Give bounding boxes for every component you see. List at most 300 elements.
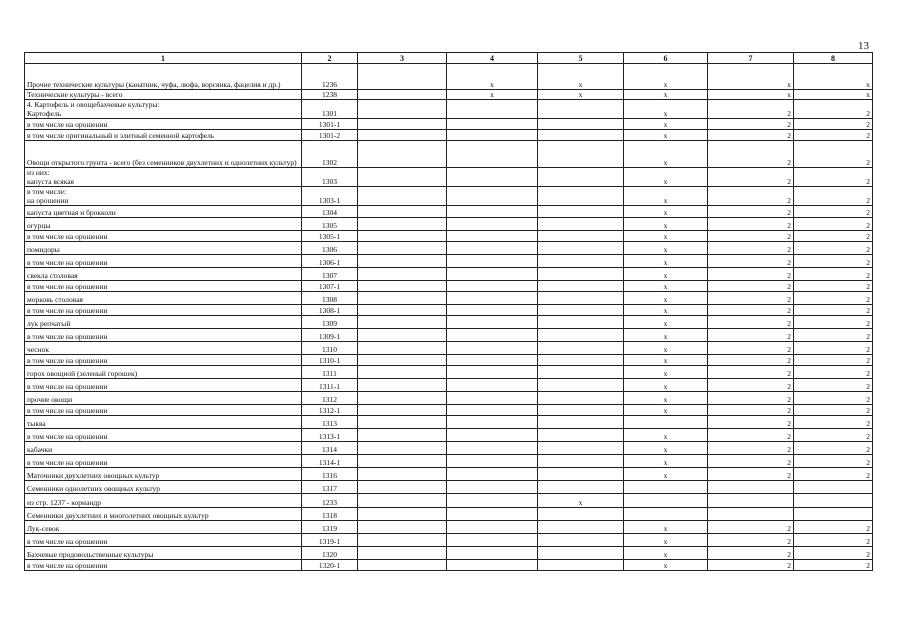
cell-c8: 2 xyxy=(794,468,873,481)
cell-c8: 2 xyxy=(794,255,873,268)
row-label xyxy=(25,281,302,292)
cell-c7: 2 xyxy=(708,316,794,329)
cell-c8: 2 xyxy=(794,206,873,218)
cell-c8: 2 xyxy=(794,547,873,560)
table-row xyxy=(25,268,873,281)
table-row xyxy=(25,255,873,268)
row-label-text: Маточники двухлетних овощных культур xyxy=(27,471,160,480)
row-label xyxy=(25,494,302,508)
cell-c6: х xyxy=(624,90,708,100)
row-code: 1238 xyxy=(302,90,358,100)
cell-c7: 2 xyxy=(708,416,794,429)
cell-c8: 2 xyxy=(794,405,873,416)
cell-c4 xyxy=(447,168,538,187)
row-label xyxy=(25,429,302,442)
cell-c3 xyxy=(358,442,447,455)
cell-c8: 2 xyxy=(794,130,873,141)
row-label-text: в том числе: на орошении xyxy=(27,187,69,205)
cell-c8 xyxy=(794,481,873,494)
table-row xyxy=(25,187,873,206)
cell-c7: 2 xyxy=(708,468,794,481)
cell-c4 xyxy=(447,392,538,405)
row-code: 1308 xyxy=(302,292,358,305)
row-code: 1310-1 xyxy=(302,355,358,366)
row-label-text: лук репчатый xyxy=(27,319,71,328)
row-label xyxy=(25,392,302,405)
cell-c6: х xyxy=(624,534,708,547)
cell-c7: 2 xyxy=(708,231,794,242)
row-code: 1302 xyxy=(302,141,358,168)
table-row xyxy=(25,416,873,429)
cell-c7: 2 xyxy=(708,342,794,355)
cell-c8: 2 xyxy=(794,218,873,231)
cell-c7: 2 xyxy=(708,130,794,141)
cell-c5: х xyxy=(538,90,624,100)
cell-c3 xyxy=(358,255,447,268)
row-label-text: Технические культуры - всего xyxy=(27,90,123,99)
cell-c6: х xyxy=(624,429,708,442)
cell-c4 xyxy=(447,100,538,119)
cell-c7: 2 xyxy=(708,429,794,442)
column-header-3: 3 xyxy=(358,53,447,64)
cell-c7: 2 xyxy=(708,218,794,231)
cell-c6: х xyxy=(624,292,708,305)
row-code: 1316 xyxy=(302,468,358,481)
row-code: 1303 xyxy=(302,168,358,187)
column-header-6: 6 xyxy=(624,53,708,64)
table-row xyxy=(25,521,873,534)
row-label-text: в том числе на орошении xyxy=(27,406,108,415)
table-row xyxy=(25,231,873,242)
row-label xyxy=(25,547,302,560)
row-label-text: в том числе оригинальный и элитный семенной картофель xyxy=(27,131,215,140)
cell-c4 xyxy=(447,547,538,560)
cell-c7: 2 xyxy=(708,379,794,392)
cell-c4 xyxy=(447,268,538,281)
cell-c7: 2 xyxy=(708,366,794,379)
row-label xyxy=(25,168,302,187)
cell-c5 xyxy=(538,119,624,130)
column-header-8: 8 xyxy=(794,53,873,64)
row-label xyxy=(25,379,302,392)
cell-c7 xyxy=(708,494,794,508)
cell-c4 xyxy=(447,416,538,429)
cell-c4 xyxy=(447,130,538,141)
row-label-text: горох овощной (зеленый горошек) xyxy=(27,369,138,378)
cell-c6: х xyxy=(624,405,708,416)
cell-c8: 2 xyxy=(794,281,873,292)
cell-c6: х xyxy=(624,455,708,468)
table-row xyxy=(25,242,873,255)
row-label xyxy=(25,366,302,379)
row-label xyxy=(25,534,302,547)
row-code: 1313 xyxy=(302,416,358,429)
table-row xyxy=(25,429,873,442)
cell-c4 xyxy=(447,405,538,416)
cell-c5 xyxy=(538,416,624,429)
cell-c6: х xyxy=(624,392,708,405)
row-label xyxy=(25,218,302,231)
table-row xyxy=(25,168,873,187)
cell-c5 xyxy=(538,168,624,187)
cell-c6: х xyxy=(624,268,708,281)
cell-c5 xyxy=(538,468,624,481)
cell-c5 xyxy=(538,366,624,379)
cell-c7: 2 xyxy=(708,119,794,130)
cell-c4 xyxy=(447,141,538,168)
table-row xyxy=(25,342,873,355)
row-label-text: кабачки xyxy=(27,445,53,454)
cell-c6 xyxy=(624,481,708,494)
row-label-text: в том числе на орошении xyxy=(27,258,108,267)
table-row xyxy=(25,547,873,560)
row-label-text: в том числе на орошении xyxy=(27,120,108,129)
cell-c6: х xyxy=(624,316,708,329)
cell-c5: х xyxy=(538,64,624,90)
row-code: 1307-1 xyxy=(302,281,358,292)
row-label-text: в том числе на орошении xyxy=(27,232,108,241)
cell-c4 xyxy=(447,468,538,481)
cell-c5 xyxy=(538,100,624,119)
cell-c7: 2 xyxy=(708,521,794,534)
cell-c4 xyxy=(447,316,538,329)
cell-c3 xyxy=(358,468,447,481)
cell-c7: 2 xyxy=(708,305,794,316)
table-row xyxy=(25,281,873,292)
row-code: 1311-1 xyxy=(302,379,358,392)
cell-c6 xyxy=(624,416,708,429)
cell-c4 xyxy=(447,560,538,571)
table-row xyxy=(25,405,873,416)
cell-c3 xyxy=(358,119,447,130)
cell-c7: 2 xyxy=(708,187,794,206)
row-code: 1313-1 xyxy=(302,429,358,442)
cell-c3 xyxy=(358,281,447,292)
cell-c7 xyxy=(708,508,794,521)
cell-c5 xyxy=(538,442,624,455)
cell-c3 xyxy=(358,342,447,355)
cell-c6: х xyxy=(624,366,708,379)
cell-c6: х xyxy=(624,329,708,342)
row-label xyxy=(25,206,302,218)
cell-c4: х xyxy=(447,64,538,90)
row-label xyxy=(25,405,302,416)
row-label-text: в том числе на орошении xyxy=(27,382,108,391)
cell-c3 xyxy=(358,481,447,494)
table-row xyxy=(25,379,873,392)
row-code: 1309-1 xyxy=(302,329,358,342)
cell-c5 xyxy=(538,141,624,168)
row-label-text: Семенники однолетних овощных культур xyxy=(27,484,161,493)
cell-c3 xyxy=(358,316,447,329)
cell-c7: х xyxy=(708,90,794,100)
row-label xyxy=(25,560,302,571)
row-label xyxy=(25,231,302,242)
cell-c7: 2 xyxy=(708,100,794,119)
row-code: 1312 xyxy=(302,392,358,405)
cell-c7: 2 xyxy=(708,355,794,366)
table-row xyxy=(25,481,873,494)
row-code: 1314-1 xyxy=(302,455,358,468)
cell-c7: 2 xyxy=(708,268,794,281)
cell-c8: 2 xyxy=(794,392,873,405)
cell-c7 xyxy=(708,481,794,494)
cell-c7: 2 xyxy=(708,560,794,571)
row-code: 1320-1 xyxy=(302,560,358,571)
cell-c6: х xyxy=(624,64,708,90)
table-row xyxy=(25,292,873,305)
row-label-text: в том числе на орошении xyxy=(27,561,108,570)
row-label xyxy=(25,130,302,141)
cell-c6: х xyxy=(624,379,708,392)
cell-c4: х xyxy=(447,90,538,100)
header-row xyxy=(25,53,873,64)
row-label xyxy=(25,416,302,429)
row-label-text: огурцы xyxy=(27,221,51,230)
column-header-5: 5 xyxy=(538,53,624,64)
cell-c8: х xyxy=(794,64,873,90)
cell-c3 xyxy=(358,305,447,316)
cell-c4 xyxy=(447,355,538,366)
cell-c7: 2 xyxy=(708,442,794,455)
cell-c7: 2 xyxy=(708,329,794,342)
row-label-text: капуста цветная и брокколи xyxy=(27,208,116,217)
cell-c5 xyxy=(538,242,624,255)
cell-c5 xyxy=(538,534,624,547)
cell-c3 xyxy=(358,292,447,305)
cell-c7: 2 xyxy=(708,168,794,187)
row-code: 1306 xyxy=(302,242,358,255)
row-label xyxy=(25,508,302,521)
table-row xyxy=(25,316,873,329)
cell-c7: 2 xyxy=(708,242,794,255)
row-code: 1309 xyxy=(302,316,358,329)
cell-c3 xyxy=(358,429,447,442)
column-header-4: 4 xyxy=(447,53,538,64)
cell-c5 xyxy=(538,392,624,405)
cell-c5 xyxy=(538,305,624,316)
row-label xyxy=(25,255,302,268)
row-code: 1233 xyxy=(302,494,358,508)
table-row xyxy=(25,329,873,342)
row-code: 1305 xyxy=(302,218,358,231)
column-header-1: 1 xyxy=(25,53,302,64)
cell-c4 xyxy=(447,292,538,305)
cell-c4 xyxy=(447,255,538,268)
row-code: 1319 xyxy=(302,521,358,534)
row-label xyxy=(25,242,302,255)
table-row xyxy=(25,130,873,141)
cell-c7: 2 xyxy=(708,405,794,416)
cell-c5 xyxy=(538,255,624,268)
cell-c8: 2 xyxy=(794,534,873,547)
row-label xyxy=(25,316,302,329)
cell-c5 xyxy=(538,316,624,329)
cell-c6: х xyxy=(624,521,708,534)
row-label-text: Семенники двухлетних и многолетних овощных культур xyxy=(27,511,209,520)
row-label-text: прочие овощи xyxy=(27,395,73,404)
row-label xyxy=(25,355,302,366)
cell-c4 xyxy=(447,305,538,316)
cell-c5 xyxy=(538,231,624,242)
cell-c3 xyxy=(358,90,447,100)
row-code: 1301 xyxy=(302,100,358,119)
row-label-text: 4. Картофель и овощебахчевые культуры: Картофель xyxy=(27,100,160,118)
table-row xyxy=(25,534,873,547)
cell-c5 xyxy=(538,187,624,206)
cell-c5 xyxy=(538,268,624,281)
cell-c5 xyxy=(538,130,624,141)
cell-c3 xyxy=(358,534,447,547)
cell-c8: 2 xyxy=(794,316,873,329)
row-label-text: в том числе на орошении xyxy=(27,282,108,291)
row-label xyxy=(25,292,302,305)
table-row xyxy=(25,305,873,316)
cell-c5 xyxy=(538,481,624,494)
cell-c6: х xyxy=(624,547,708,560)
row-label-text: из стр. 1237 - кориандр xyxy=(27,498,101,507)
cell-c7: х xyxy=(708,64,794,90)
cell-c3 xyxy=(358,379,447,392)
cell-c4 xyxy=(447,481,538,494)
cell-c5 xyxy=(538,379,624,392)
cell-c3 xyxy=(358,231,447,242)
row-label-text: Бахчевые продовольственные культуры xyxy=(27,550,154,559)
table-row xyxy=(25,560,873,571)
row-label-text: тыква xyxy=(27,419,46,428)
row-label-text: морковь столовая xyxy=(27,295,83,304)
row-code: 1318 xyxy=(302,508,358,521)
cell-c4 xyxy=(447,242,538,255)
cell-c3 xyxy=(358,508,447,521)
cell-c3 xyxy=(358,218,447,231)
cell-c4 xyxy=(447,342,538,355)
cell-c5 xyxy=(538,560,624,571)
form-table xyxy=(24,52,873,571)
row-label xyxy=(25,268,302,281)
row-code: 1312-1 xyxy=(302,405,358,416)
cell-c3 xyxy=(358,100,447,119)
cell-c6 xyxy=(624,494,708,508)
table-row xyxy=(25,206,873,218)
cell-c3 xyxy=(358,168,447,187)
cell-c7: 2 xyxy=(708,255,794,268)
table-row xyxy=(25,494,873,508)
row-label xyxy=(25,442,302,455)
row-code: 1314 xyxy=(302,442,358,455)
cell-c8: х xyxy=(794,90,873,100)
cell-c3 xyxy=(358,366,447,379)
cell-c3 xyxy=(358,455,447,468)
cell-c7: 2 xyxy=(708,534,794,547)
cell-c6: х xyxy=(624,168,708,187)
row-label xyxy=(25,342,302,355)
row-code: 1305-1 xyxy=(302,231,358,242)
cell-c7: 2 xyxy=(708,392,794,405)
cell-c5 xyxy=(538,342,624,355)
cell-c5 xyxy=(538,405,624,416)
cell-c5 xyxy=(538,281,624,292)
cell-c8: 2 xyxy=(794,305,873,316)
cell-c8: 2 xyxy=(794,242,873,255)
cell-c3 xyxy=(358,64,447,90)
cell-c6: х xyxy=(624,141,708,168)
table-row xyxy=(25,90,873,100)
row-code: 1236 xyxy=(302,64,358,90)
cell-c3 xyxy=(358,416,447,429)
cell-c3 xyxy=(358,206,447,218)
row-label-text: в том числе на орошении xyxy=(27,537,108,546)
cell-c5 xyxy=(538,355,624,366)
cell-c4 xyxy=(447,187,538,206)
row-label xyxy=(25,468,302,481)
cell-c6 xyxy=(624,508,708,521)
cell-c6: х xyxy=(624,100,708,119)
row-label xyxy=(25,119,302,130)
row-code: 1310 xyxy=(302,342,358,355)
cell-c8 xyxy=(794,494,873,508)
row-label-text: в том числе на орошении xyxy=(27,432,108,441)
row-label xyxy=(25,329,302,342)
row-label-text: Лук-севок xyxy=(27,524,60,533)
cell-c3 xyxy=(358,130,447,141)
row-label-text: чеснок xyxy=(27,345,50,354)
cell-c6: х xyxy=(624,355,708,366)
cell-c4 xyxy=(447,455,538,468)
cell-c4 xyxy=(447,329,538,342)
cell-c4 xyxy=(447,366,538,379)
cell-c8: 2 xyxy=(794,416,873,429)
cell-c7: 2 xyxy=(708,455,794,468)
cell-c8: 2 xyxy=(794,379,873,392)
table-row xyxy=(25,355,873,366)
row-code: 1306-1 xyxy=(302,255,358,268)
cell-c6: х xyxy=(624,242,708,255)
table-body xyxy=(25,64,873,571)
cell-c8: 2 xyxy=(794,366,873,379)
row-label xyxy=(25,141,302,168)
row-code: 1317 xyxy=(302,481,358,494)
cell-c5 xyxy=(538,521,624,534)
table-row xyxy=(25,366,873,379)
row-label xyxy=(25,187,302,206)
cell-c4 xyxy=(447,521,538,534)
cell-c7: 2 xyxy=(708,141,794,168)
row-label xyxy=(25,100,302,119)
table-row xyxy=(25,508,873,521)
cell-c3 xyxy=(358,329,447,342)
row-label-text: в том числе на орошении xyxy=(27,356,108,365)
cell-c4 xyxy=(447,119,538,130)
cell-c8: 2 xyxy=(794,100,873,119)
row-label-text: из них: капуста всякая xyxy=(27,168,75,186)
cell-c3 xyxy=(358,405,447,416)
table-row xyxy=(25,141,873,168)
cell-c8: 2 xyxy=(794,560,873,571)
table-row xyxy=(25,392,873,405)
row-code: 1320 xyxy=(302,547,358,560)
cell-c3 xyxy=(358,392,447,405)
row-label xyxy=(25,455,302,468)
row-label xyxy=(25,64,302,90)
cell-c4 xyxy=(447,494,538,508)
row-code: 1304 xyxy=(302,206,358,218)
row-code: 1301-2 xyxy=(302,130,358,141)
page-number: 13 xyxy=(858,40,869,52)
cell-c6: х xyxy=(624,231,708,242)
cell-c8: 2 xyxy=(794,187,873,206)
row-code: 1303-1 xyxy=(302,187,358,206)
